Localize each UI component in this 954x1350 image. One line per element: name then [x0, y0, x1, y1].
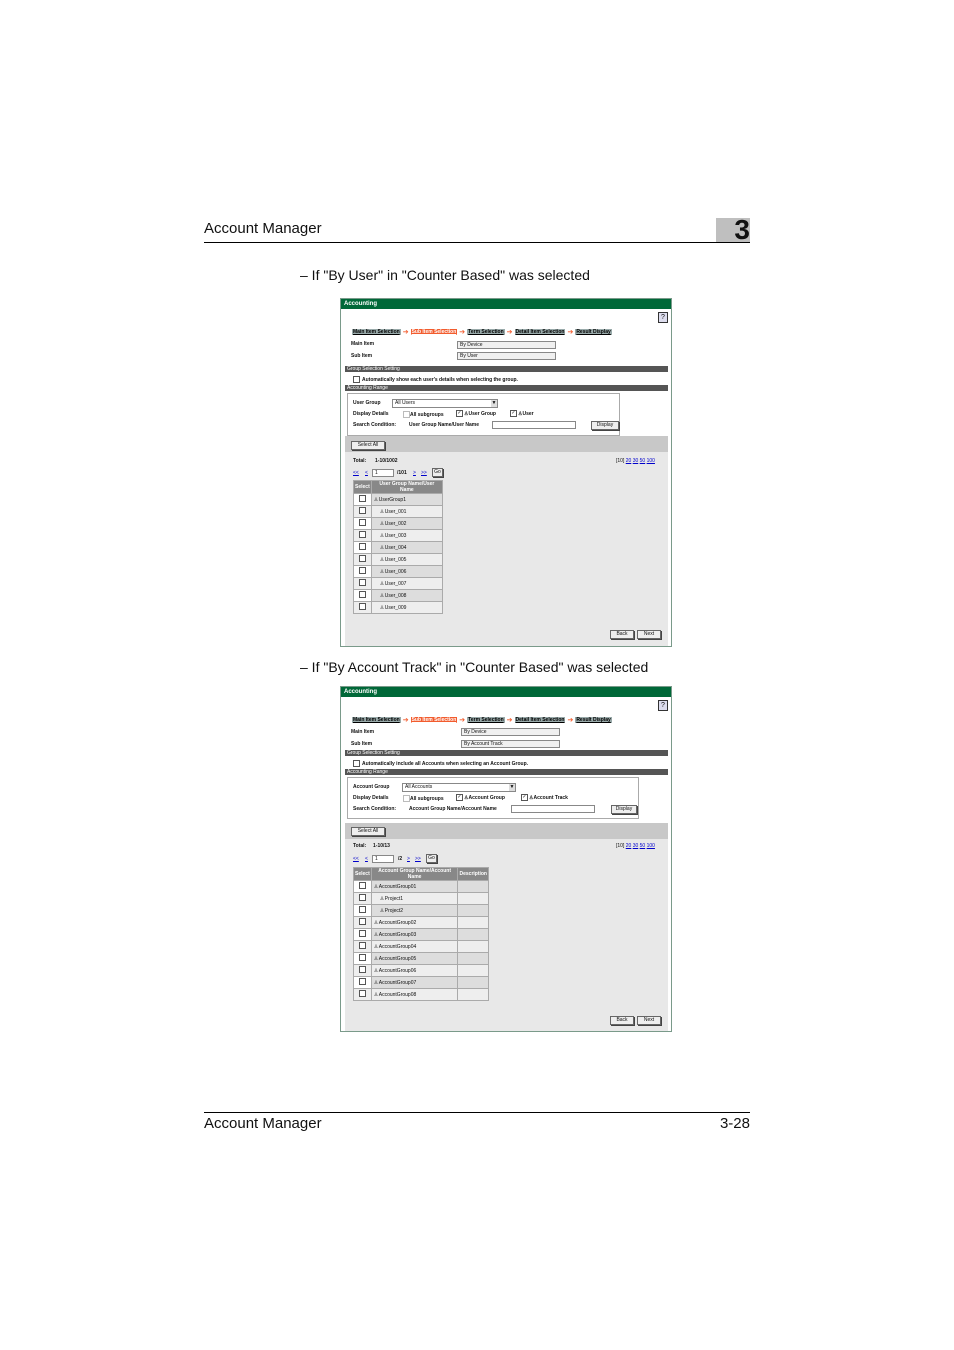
table-row: [354, 989, 489, 1001]
row-checkbox[interactable]: [359, 603, 366, 610]
table-row: [354, 566, 443, 578]
row-name-cell: [371, 989, 458, 1001]
row-select-cell: [354, 554, 372, 566]
table-row: [354, 590, 443, 602]
user-group-icon: ♙: [464, 411, 469, 417]
row-select-cell: [354, 518, 372, 530]
row-checkbox[interactable]: [359, 591, 366, 598]
row-checkbox[interactable]: [359, 531, 366, 538]
account-table-body: [354, 881, 489, 1001]
title-bar: Accounting: [341, 299, 671, 309]
row-select-cell: [354, 602, 372, 614]
arrow-icon: ➔: [402, 717, 409, 724]
range-box: [347, 393, 620, 436]
step-result: Result Display: [576, 717, 611, 723]
table-row: [354, 542, 443, 554]
user-icon: ♙: [379, 556, 385, 563]
arrow-icon: ➔: [459, 717, 466, 724]
table-row: [354, 893, 489, 905]
user-icon: ♙: [379, 544, 385, 551]
step-main-item: Main Item Selection: [353, 717, 400, 723]
next-button[interactable]: Next: [637, 630, 661, 639]
col-name: Account Group Name/Account Name: [371, 868, 458, 881]
row-description-cell: [458, 929, 489, 941]
step-term: Term Selection: [468, 717, 504, 723]
user-table-body: [354, 494, 443, 614]
row-select-cell: [354, 530, 372, 542]
per-page-30[interactable]: 30: [632, 458, 639, 464]
header-title: Account Manager: [204, 220, 322, 237]
auto-include-label: Automatically include all Accounts when selecting an Account Group.: [362, 761, 529, 767]
row-name: User_004: [384, 544, 407, 551]
row-select-cell: [354, 905, 372, 917]
row-name: User_005: [384, 556, 407, 563]
row-name-cell: [371, 602, 442, 614]
row-select-cell: [354, 578, 372, 590]
details-label: Display Details: [353, 411, 389, 417]
main-item-label: Main Item: [351, 341, 375, 347]
table-row: [354, 953, 489, 965]
step-sub-item: Sub Item Selection: [411, 329, 457, 335]
select-all-button[interactable]: Select All: [351, 441, 385, 450]
user-icon: ♙: [379, 580, 385, 587]
row-checkbox[interactable]: [359, 495, 366, 502]
row-name-cell: [371, 965, 458, 977]
nav-last-link[interactable]: >>: [421, 470, 427, 476]
row-select-cell: [354, 893, 372, 905]
table-row: [354, 602, 443, 614]
row-checkbox[interactable]: [359, 579, 366, 586]
row-name-cell: [371, 905, 458, 917]
chapter-number: 3: [734, 214, 750, 245]
row-name-cell: [371, 929, 458, 941]
sub-item-label: Sub Item: [351, 741, 373, 747]
col-select: Select: [354, 868, 372, 881]
auto-show-label: Automatically show each user's details when selecting the group.: [362, 377, 518, 383]
search-field-label: Account Group Name/Account Name: [409, 806, 497, 812]
nav-next-link[interactable]: >: [407, 856, 410, 862]
group-select-value: All Users: [395, 400, 416, 406]
row-checkbox[interactable]: [359, 978, 366, 985]
auto-include-checkbox[interactable]: [353, 760, 360, 767]
account-track-option-label: ♙Account Track: [529, 795, 568, 801]
step-indicator: [352, 328, 612, 336]
row-select-cell: [354, 965, 372, 977]
per-page-10[interactable]: [10]: [616, 843, 625, 849]
row-name: User_007: [384, 580, 407, 587]
row-select-cell: [354, 881, 372, 893]
user-icon: ♙: [379, 895, 385, 902]
table-row: [354, 905, 489, 917]
row-name: AccountGroup08: [378, 991, 417, 998]
per-page-10[interactable]: [10]: [616, 458, 625, 464]
footer-rule: [204, 1112, 750, 1113]
arrow-icon: ➔: [506, 717, 513, 724]
accounting-range-header: Accounting Range: [345, 385, 668, 391]
total-value: 1-10/1002: [375, 458, 398, 464]
col-name: User Group Name/User Name: [371, 481, 442, 494]
row-description-cell: [458, 893, 489, 905]
chevron-down-icon: ▼: [509, 784, 515, 790]
per-page-50[interactable]: 50: [639, 458, 646, 464]
row-name-cell: [371, 494, 442, 506]
per-page-100[interactable]: 100: [646, 458, 655, 464]
per-page-50[interactable]: 50: [639, 843, 646, 849]
results-area: [345, 436, 668, 646]
help-icon[interactable]: ?: [658, 312, 668, 323]
row-description-cell: [458, 953, 489, 965]
range-box: [347, 777, 639, 819]
row-name: AccountGroup04: [378, 943, 417, 950]
go-button[interactable]: Go: [432, 468, 443, 477]
row-checkbox[interactable]: [359, 930, 366, 937]
user-icon: ♙: [373, 991, 379, 998]
per-page-30[interactable]: 30: [632, 843, 639, 849]
page-input[interactable]: 1: [372, 855, 394, 863]
row-description-cell: [458, 941, 489, 953]
table-row: [354, 554, 443, 566]
all-subgroups-label: All subgroups: [410, 412, 444, 418]
row-name: User_006: [384, 568, 407, 575]
user-icon: ♙: [373, 919, 379, 926]
caption-by-user: – If "By User" in "Counter Based" was selected: [300, 267, 590, 283]
row-checkbox[interactable]: [359, 966, 366, 973]
back-button[interactable]: Back: [610, 630, 634, 639]
select-all-button[interactable]: Select All: [351, 827, 385, 836]
row-checkbox[interactable]: [359, 906, 366, 913]
per-page-options: [616, 843, 655, 849]
accounting-range-header: Accounting Range: [345, 769, 668, 775]
row-name: AccountGroup07: [378, 979, 417, 986]
step-detail-item: Detail Item Selection: [515, 717, 565, 723]
sub-item-value: By User: [457, 352, 556, 360]
all-subgroups-checkbox[interactable]: [403, 411, 410, 418]
col-select: Select: [354, 481, 372, 494]
total-value: 1-10/13: [373, 843, 390, 849]
row-checkbox[interactable]: [359, 882, 366, 889]
row-description-cell: [458, 905, 489, 917]
account-track-checkbox[interactable]: ✓: [522, 794, 527, 800]
row-description-cell: [458, 881, 489, 893]
row-select-cell: [354, 929, 372, 941]
row-select-cell: [354, 590, 372, 602]
row-name-cell: [371, 893, 458, 905]
search-input[interactable]: [511, 805, 595, 813]
all-subgroups-label: All subgroups: [410, 796, 444, 802]
group-selection-header: Group Selection Setting: [345, 750, 668, 756]
table-row: [354, 929, 489, 941]
row-checkbox[interactable]: [359, 942, 366, 949]
footer-title: Account Manager: [204, 1115, 322, 1132]
row-description-cell: [458, 917, 489, 929]
row-name: AccountGroup01: [378, 883, 417, 890]
row-name-cell: [371, 530, 442, 542]
user-option-label: ♙User: [518, 411, 534, 417]
row-name: Project1: [384, 895, 404, 902]
nav-first-link[interactable]: <<: [353, 856, 359, 862]
row-checkbox[interactable]: [359, 990, 366, 997]
row-name: AccountGroup05: [378, 955, 417, 962]
auto-show-checkbox[interactable]: [353, 376, 360, 383]
table-row: [354, 530, 443, 542]
display-button[interactable]: Display: [611, 805, 637, 814]
step-main-item: Main Item Selection: [353, 329, 400, 335]
row-description-cell: [458, 977, 489, 989]
nav-first-link[interactable]: <<: [353, 470, 359, 476]
row-checkbox[interactable]: [359, 519, 366, 526]
row-name: Project2: [384, 907, 404, 914]
table-row: [354, 917, 489, 929]
chevron-down-icon: ▼: [491, 400, 497, 406]
group-select-value: All Accounts: [405, 784, 433, 790]
row-name: User_003: [384, 532, 407, 539]
user-table: [353, 480, 443, 614]
row-select-cell: [354, 506, 372, 518]
row-checkbox[interactable]: [359, 555, 366, 562]
row-select-cell: [354, 917, 372, 929]
search-label: Search Condition:: [353, 422, 397, 428]
arrow-icon: ➔: [459, 329, 466, 336]
row-name-cell: [371, 542, 442, 554]
step-term: Term Selection: [468, 329, 504, 335]
user-icon: ♙: [373, 496, 379, 503]
total-label: Total:: [353, 458, 367, 464]
step-indicator: [352, 716, 612, 724]
page-of: /2: [398, 856, 403, 862]
search-field-label: User Group Name/User Name: [409, 422, 480, 428]
per-page-100[interactable]: 100: [646, 843, 655, 849]
user-group-option-label: ♙User Group: [464, 411, 496, 417]
results-area: [345, 823, 668, 1031]
arrow-icon: ➔: [567, 329, 574, 336]
all-subgroups-checkbox[interactable]: [403, 795, 410, 802]
user-icon: ♙: [373, 931, 379, 938]
row-name-cell: [371, 518, 442, 530]
row-name: AccountGroup03: [378, 931, 417, 938]
display-button[interactable]: Display: [591, 421, 619, 430]
user-icon: ♙: [379, 532, 385, 539]
sub-item-value: By Account Track: [461, 740, 560, 748]
row-name: AccountGroup02: [378, 919, 417, 926]
user-icon: ♙: [379, 568, 385, 575]
row-select-cell: [354, 941, 372, 953]
row-select-cell: [354, 542, 372, 554]
table-row: [354, 578, 443, 590]
page-of: /101: [397, 470, 407, 476]
row-select-cell: [354, 953, 372, 965]
user-icon: ♙: [373, 883, 379, 890]
row-name-cell: [371, 941, 458, 953]
group-selection-header: Group Selection Setting: [345, 366, 668, 372]
step-result: Result Display: [576, 329, 611, 335]
account-group-checkbox[interactable]: ✓: [457, 794, 462, 800]
caption-by-account-track: – If "By Account Track" in "Counter Based" was selected: [300, 659, 649, 675]
arrow-icon: ➔: [402, 329, 409, 336]
user-icon: ♙: [373, 979, 379, 986]
step-detail-item: Detail Item Selection: [515, 329, 565, 335]
title-bar: Accounting: [341, 687, 671, 697]
account-table: [353, 867, 489, 1001]
table-row: [354, 506, 443, 518]
nav-prev-link[interactable]: <: [365, 856, 368, 862]
row-checkbox[interactable]: [359, 954, 366, 961]
screenshot-by-account-track: [340, 686, 672, 1032]
user-icon: ♙: [379, 907, 385, 914]
nav-last-link[interactable]: >>: [415, 856, 421, 862]
row-name-cell: [371, 590, 442, 602]
row-description-cell: [458, 989, 489, 1001]
row-name: UserGroup1: [378, 496, 406, 503]
total-label: Total:: [353, 843, 367, 849]
user-icon: ♙: [379, 520, 385, 527]
table-row: [354, 941, 489, 953]
back-button[interactable]: Back: [610, 1016, 634, 1025]
row-name-cell: [371, 506, 442, 518]
account-track-icon: ♙: [529, 795, 534, 801]
row-name-cell: [371, 953, 458, 965]
select-all-bar: [345, 823, 668, 839]
per-page-20[interactable]: 20: [625, 843, 632, 849]
row-select-cell: [354, 494, 372, 506]
account-group-icon: ♙: [464, 795, 469, 801]
sub-item-label: Sub Item: [351, 353, 373, 359]
row-checkbox[interactable]: [359, 543, 366, 550]
table-row: [354, 494, 443, 506]
screenshot-by-user: [340, 298, 672, 647]
user-icon: ♙: [373, 955, 379, 962]
row-name-cell: [371, 977, 458, 989]
row-name-cell: [371, 917, 458, 929]
row-select-cell: [354, 566, 372, 578]
page-number: 3-28: [719, 1115, 750, 1132]
user-icon: ♙: [379, 508, 385, 515]
table-row: [354, 965, 489, 977]
row-checkbox[interactable]: [359, 894, 366, 901]
table-row: [354, 977, 489, 989]
per-page-options: [616, 458, 655, 464]
table-row: [354, 881, 489, 893]
row-description-cell: [458, 965, 489, 977]
main-item-value: By Device: [457, 341, 556, 349]
row-name-cell: [371, 554, 442, 566]
row-name: User_002: [384, 520, 407, 527]
row-name: User_009: [384, 604, 407, 611]
page-input[interactable]: 1: [372, 469, 394, 477]
main-item-label: Main Item: [351, 729, 375, 735]
select-all-bar: [345, 436, 668, 452]
go-button[interactable]: Go: [426, 854, 437, 863]
user-icon: ♙: [373, 967, 379, 974]
nav-next-link[interactable]: >: [413, 470, 416, 476]
table-row: [354, 518, 443, 530]
help-icon[interactable]: ?: [658, 700, 668, 711]
user-icon: ♙: [379, 592, 385, 599]
user-group-checkbox[interactable]: ✓: [457, 410, 462, 416]
search-input[interactable]: [492, 421, 576, 429]
header-rule: [204, 242, 750, 243]
user-checkbox[interactable]: ✓: [511, 410, 516, 416]
user-icon: ♙: [518, 411, 523, 417]
per-page-20[interactable]: 20: [625, 458, 632, 464]
arrow-icon: ➔: [567, 717, 574, 724]
row-name-cell: [371, 566, 442, 578]
next-button[interactable]: Next: [637, 1016, 661, 1025]
user-icon: ♙: [373, 943, 379, 950]
group-label: User Group: [353, 400, 381, 406]
row-checkbox[interactable]: [359, 567, 366, 574]
row-name: AccountGroup06: [378, 967, 417, 974]
group-label: Account Group: [353, 784, 390, 790]
group-select[interactable]: [392, 399, 498, 408]
row-select-cell: [354, 989, 372, 1001]
row-name-cell: [371, 578, 442, 590]
search-label: Search Condition:: [353, 806, 397, 812]
row-name-cell: [371, 881, 458, 893]
details-label: Display Details: [353, 795, 389, 801]
account-group-option-label: ♙Account Group: [464, 795, 505, 801]
row-name: User_001: [384, 508, 407, 515]
row-name: User_008: [384, 592, 407, 599]
nav-prev-link[interactable]: <: [365, 470, 368, 476]
row-select-cell: [354, 977, 372, 989]
step-sub-item: Sub Item Selection: [411, 717, 457, 723]
col-description: Description: [458, 868, 489, 881]
arrow-icon: ➔: [506, 329, 513, 336]
user-icon: ♙: [379, 604, 385, 611]
row-checkbox[interactable]: [359, 918, 366, 925]
group-select[interactable]: [402, 783, 516, 792]
main-item-value: By Device: [461, 728, 560, 736]
row-checkbox[interactable]: [359, 507, 366, 514]
